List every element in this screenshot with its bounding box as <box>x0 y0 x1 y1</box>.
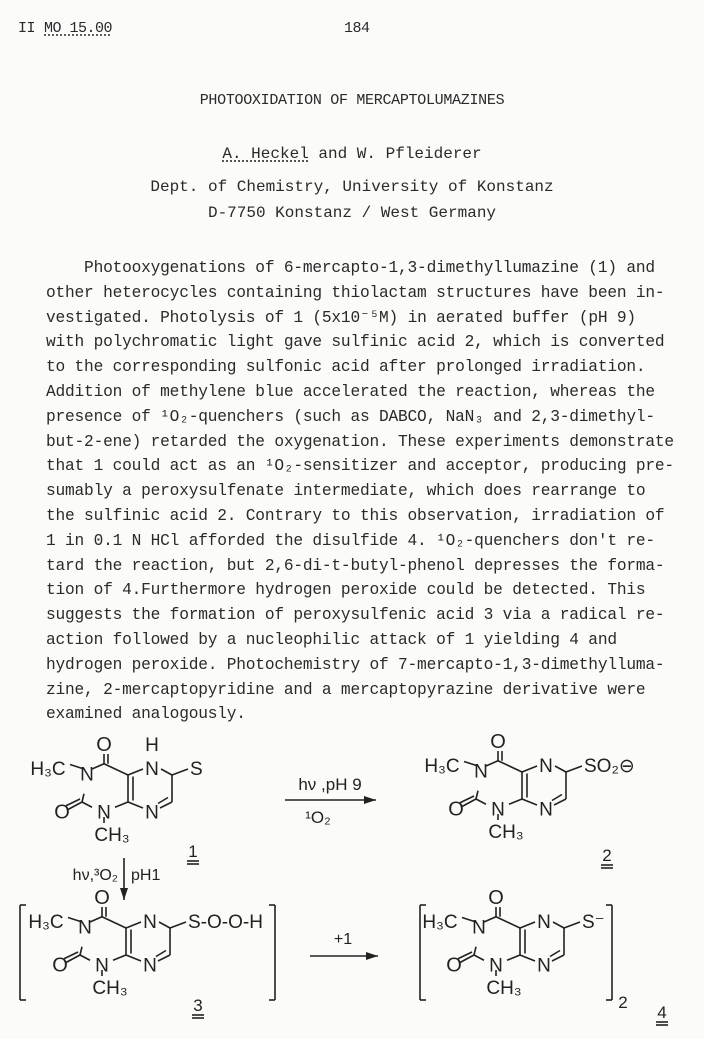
methyl-label: CH₃ <box>94 825 130 846</box>
dimer-subscript: 2 <box>618 993 628 1012</box>
arrow-condition: pH1 <box>131 867 161 884</box>
bond <box>128 769 143 775</box>
abstract-line: presence of ¹O₂-quenchers (such as DABCO, NaN₃ and 2,3-dimethyl- <box>46 407 655 426</box>
abstract-line: zine, 2-mercaptopyridine and a mercaptopyrazine derivative were <box>46 680 646 699</box>
nitrogen-label: N <box>539 756 553 777</box>
arrow-1-to-3-head <box>120 888 128 900</box>
nitrogen-label: N <box>489 955 503 977</box>
nitrogen-label: N <box>97 802 111 824</box>
substituent-label: SO₂⊖ <box>584 756 635 777</box>
compound-number: 3 <box>193 996 203 1015</box>
nitrogen-label: N <box>537 912 551 933</box>
oxygen-label: O <box>94 887 110 909</box>
bond <box>476 791 478 799</box>
authors <box>0 144 704 164</box>
methyl-label: H₃C <box>30 759 66 780</box>
bond <box>102 917 126 928</box>
abstract-line: to the corresponding sulfonic acid after prolonged irradiation. <box>46 358 646 377</box>
methyl-label: H₃C <box>422 912 458 933</box>
compound-number: 4 <box>657 1003 667 1022</box>
methyl-label: CH₃ <box>488 822 524 843</box>
methyl-label: CH₃ <box>486 978 522 999</box>
oxygen-label: O <box>96 734 112 756</box>
paper-title: PHOTOOXIDATION OF MERCAPTOLUMAZINES <box>199 92 505 109</box>
bond <box>80 947 82 955</box>
nitrogen-label: N <box>95 955 109 977</box>
bond <box>159 922 170 928</box>
bond <box>82 802 92 807</box>
bond <box>566 766 582 772</box>
bond <box>555 766 566 772</box>
affiliation-line: D-7750 Konstanz / West Germany <box>207 204 497 222</box>
oxygen-label: O <box>490 731 506 753</box>
bond <box>520 955 535 961</box>
bond <box>160 802 172 808</box>
abstract-line: that 1 could act as an ¹O₂-sensitizer and acceptor, producing pre- <box>46 457 674 476</box>
compound-number: 2 <box>602 846 612 865</box>
presenting-author: A. Heckel <box>222 145 309 163</box>
bond <box>156 951 166 957</box>
abstract-line: hydrogen peroxide. Photochemistry of 7-mercapto-1,3-dimethylluma- <box>46 655 665 674</box>
oxygen-label: O <box>446 954 462 977</box>
bond <box>158 798 168 804</box>
substituent-label: S⁻ <box>582 912 605 933</box>
page-number: 184 <box>344 20 370 37</box>
methyl-label: CH₃ <box>92 978 128 999</box>
abstract-line: vestigated. Photolysis of 1 (5x10⁻⁵M) in aerated buffer (pH 9) <box>46 308 636 327</box>
abstract-line: but-2-ene) retarded the oxygenation. These experiments demonstrate <box>46 432 674 451</box>
oxygen-label: O <box>448 798 464 821</box>
arrow-1-to-2-head <box>364 796 376 804</box>
co-author: and W. Pfleiderer <box>308 145 482 163</box>
bond <box>522 799 537 805</box>
bond <box>496 917 520 928</box>
bond <box>82 794 84 802</box>
bond <box>552 795 562 801</box>
nitrogen-label: N <box>472 917 486 939</box>
bond <box>476 799 486 804</box>
abstract <box>46 256 674 727</box>
oxygen-label: O <box>488 887 504 909</box>
bond <box>113 955 126 960</box>
bond <box>564 922 580 928</box>
bond <box>554 799 566 805</box>
bond <box>104 764 128 775</box>
section-number: II <box>18 20 36 37</box>
abstract-line: sumably a peroxysulfenate intermediate, which does rearrange to <box>46 482 646 501</box>
bond <box>474 955 484 960</box>
hydrogen-label: H <box>145 735 159 756</box>
abstract-line: other heterocycles containing thiolactam structures have been in- <box>46 283 665 302</box>
bond <box>550 951 560 957</box>
bond <box>522 766 537 772</box>
arrow-condition: hν ,pH 9 <box>298 775 362 794</box>
abstract-line: the sulfinic acid 2. Contrary to this observation, irradiation of <box>46 506 665 525</box>
bond <box>161 769 172 775</box>
abstract-line: Addition of methylene blue accelerated the reaction, whereas the <box>46 382 655 401</box>
bond <box>520 922 535 928</box>
oxygen-label: O <box>52 954 68 977</box>
bond <box>552 955 564 961</box>
affiliation-line: Dept. of Chemistry, University of Konstanz <box>150 178 554 196</box>
bond <box>509 799 522 804</box>
bond <box>126 955 141 961</box>
substituent-label: S <box>190 759 203 780</box>
nitrogen-label: N <box>80 764 94 786</box>
methyl-label: H₃C <box>424 756 460 777</box>
abstract-line: tard the reaction, but 2,6-di-t-butyl-phenol depresses the forma- <box>46 556 665 575</box>
nitrogen-label: N <box>143 912 157 933</box>
bond <box>80 955 90 960</box>
arrow-3-to-4-head <box>366 952 378 960</box>
nitrogen-label: N <box>78 917 92 939</box>
bond <box>128 802 143 808</box>
bond <box>553 922 564 928</box>
substituent-label: S-O-O-H <box>188 912 263 933</box>
arrow-reagent: +1 <box>333 931 353 948</box>
bond <box>474 947 476 955</box>
abstract-line: examined analogously. <box>46 705 246 724</box>
arrow-reagent: ¹O₂ <box>305 808 331 827</box>
reaction-scheme <box>0 730 704 1035</box>
abstract-line: tion of 4.Furthermore hydrogen peroxide could be detected. This <box>46 581 646 600</box>
compound-number: 1 <box>188 842 198 861</box>
nitrogen-label: N <box>145 802 159 824</box>
bond <box>507 955 520 960</box>
bond <box>115 802 128 807</box>
nitrogen-label: N <box>539 799 553 821</box>
arrow-condition: hν,³O₂ <box>72 867 118 884</box>
bond <box>172 769 188 775</box>
abstract-line: 1 in 0.1 N HCl afforded the disulfide 4. ¹O₂-quenchers don't re- <box>46 531 655 550</box>
oxygen-label: O <box>54 801 70 824</box>
nitrogen-label: N <box>491 799 505 821</box>
abstract-line: Photooxygenations of 6-mercapto-1,3-dimethyllumazine (1) and <box>46 259 655 277</box>
abstract-line: action followed by a nucleophilic attack of 1 yielding 4 and <box>46 630 617 649</box>
session-code: MO 15.00 <box>44 20 113 37</box>
nitrogen-label: N <box>537 955 551 977</box>
nitrogen-label: N <box>474 761 488 783</box>
bond <box>158 955 170 961</box>
nitrogen-label: N <box>143 955 157 977</box>
abstract-line: with polychromatic light gave sulfinic acid 2, which is converted <box>46 333 665 352</box>
bond <box>126 922 141 928</box>
nitrogen-label: N <box>145 759 159 780</box>
bond <box>498 761 522 772</box>
methyl-label: H₃C <box>28 912 64 933</box>
bond <box>170 922 186 928</box>
abstract-line: suggests the formation of peroxysulfenic acid 3 via a radical re- <box>46 606 665 625</box>
